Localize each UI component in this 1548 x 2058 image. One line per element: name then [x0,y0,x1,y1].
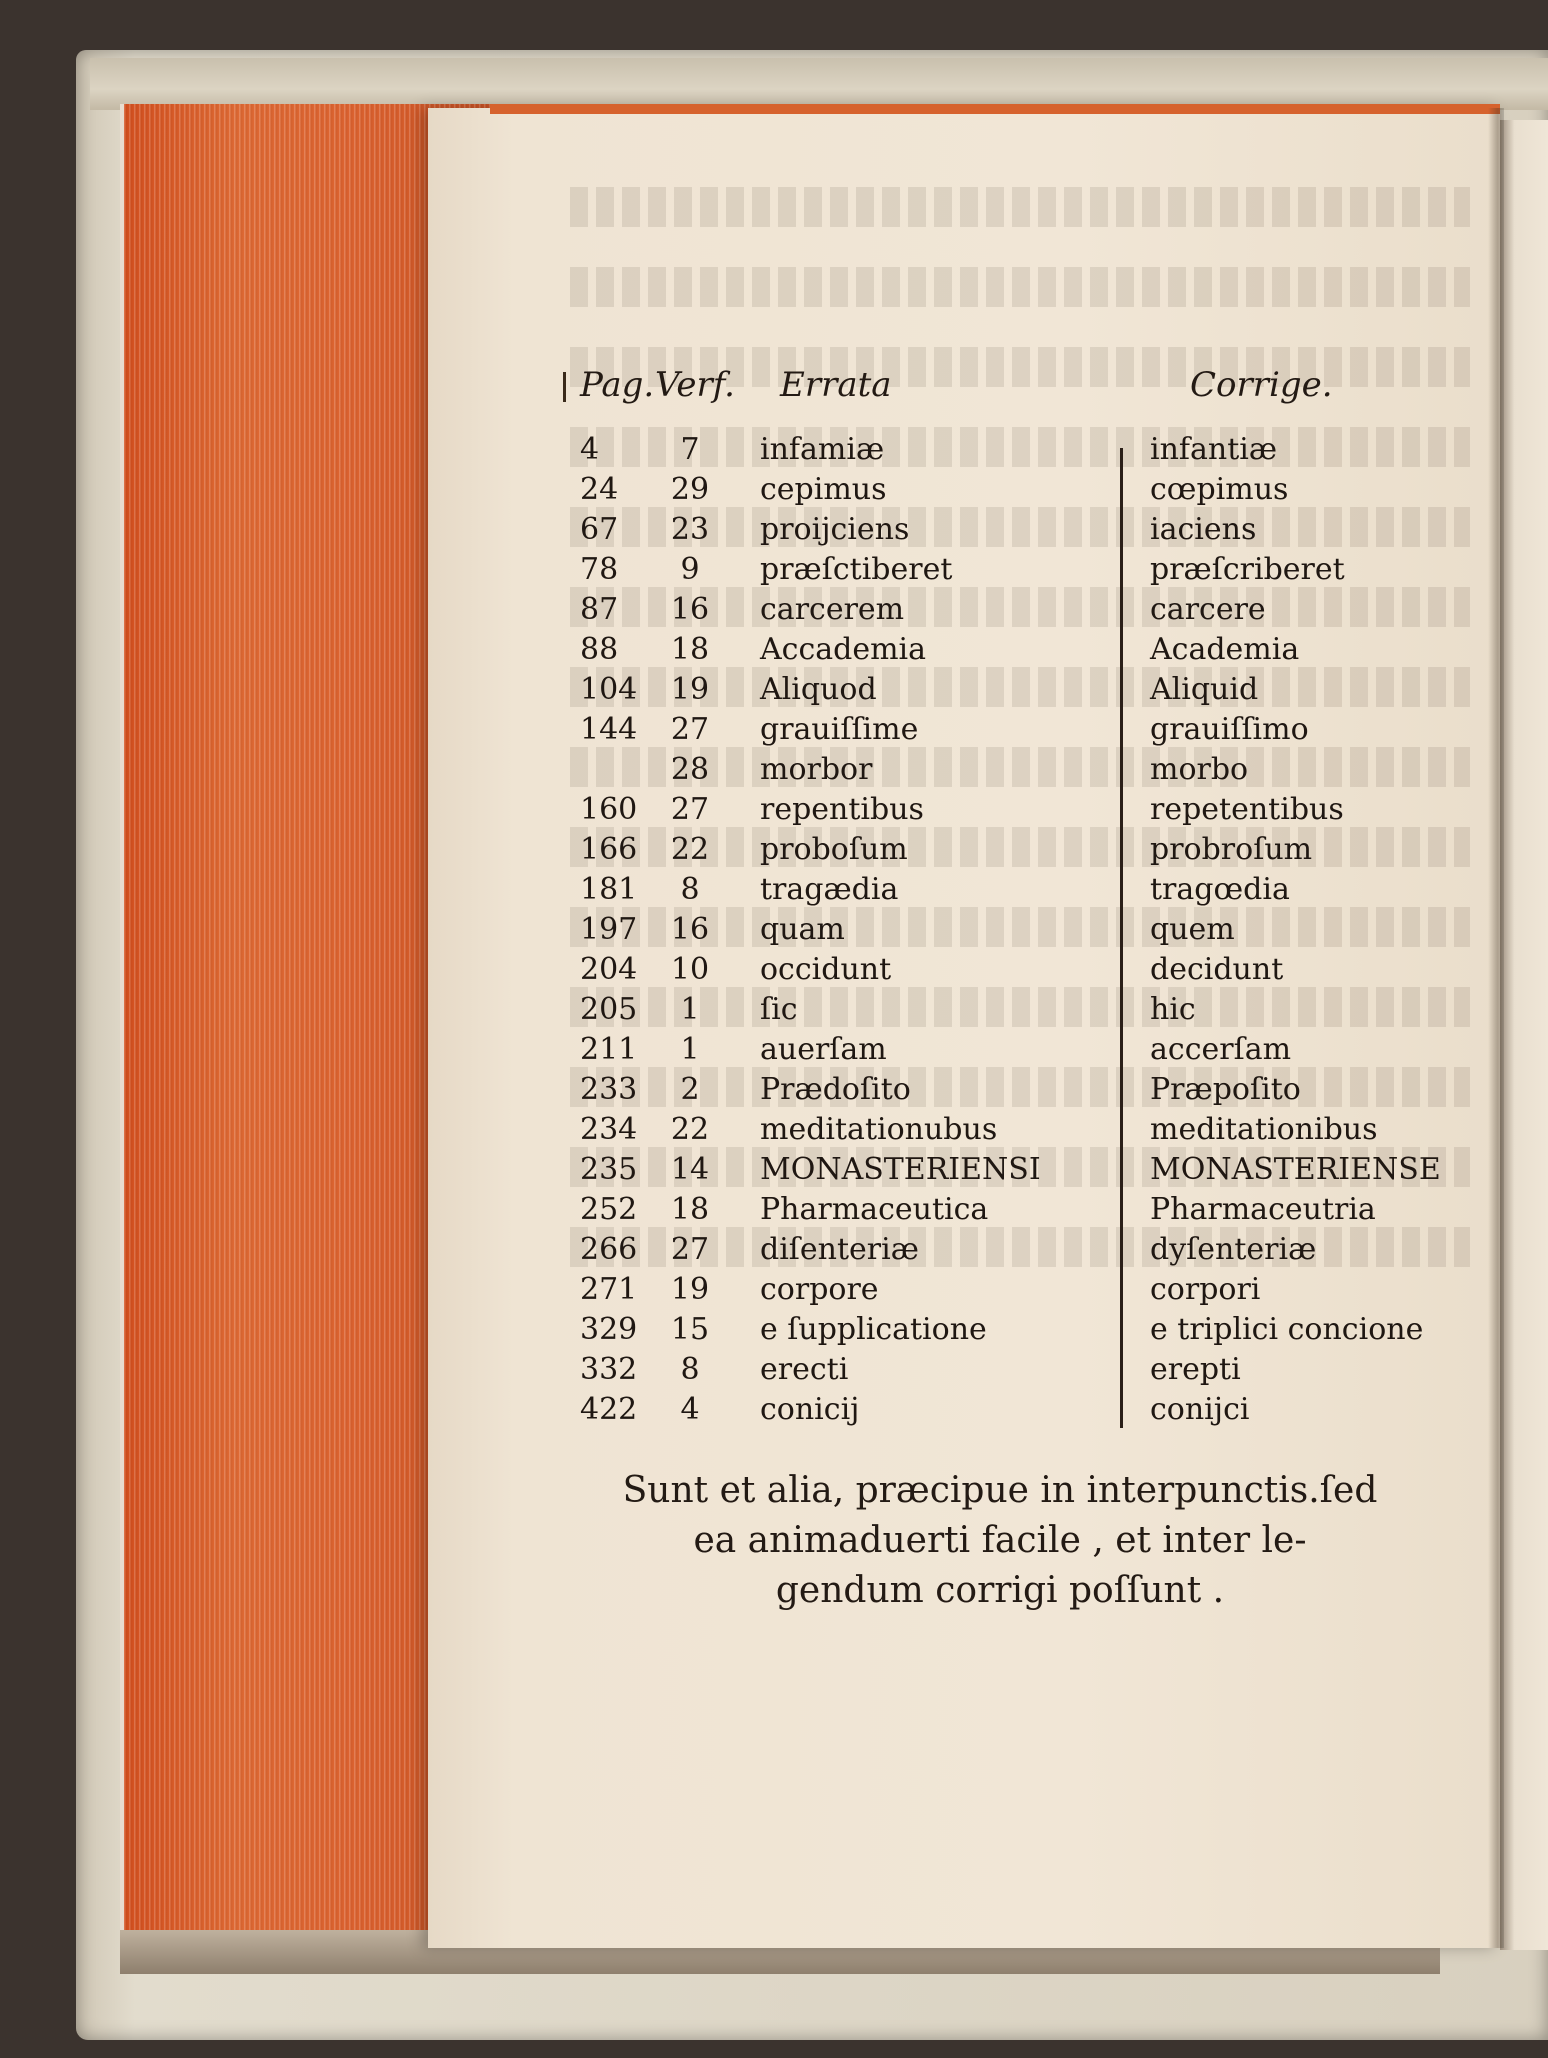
verse-number: 19 [670,672,710,707]
table-row [0,510,1548,550]
table-row [0,1270,1548,1310]
corrige-word: tragœdia [1150,872,1290,907]
table-row [0,750,1548,790]
table-row [0,710,1548,750]
note-line-2: ea animaduerti facile , et inter le- [693,1520,1307,1561]
page-number: 166 [580,832,638,867]
corrige-word: Aliquid [1150,672,1259,707]
verse-number: 27 [670,792,710,827]
corrige-word: cœpimus [1150,472,1289,507]
errata-word: proijciens [760,512,910,547]
errata-word: occidunt [760,952,892,987]
errata-word: corpore [760,1272,879,1307]
page-number: 4 [580,432,600,467]
errata-word: infamiæ [760,432,885,467]
table-row [0,870,1548,910]
closing-note [560,1466,1440,1616]
verse-number: 1 [680,992,700,1027]
verse-number: 8 [680,872,700,907]
page-number: 160 [580,792,638,827]
corrige-word: accerſam [1150,1032,1292,1067]
verse-number: 9 [680,552,700,587]
verse-number: 7 [680,432,700,467]
errata-word: erecti [760,1352,849,1387]
page-number: 271 [580,1272,638,1307]
verse-number: 29 [670,472,710,507]
verse-number: 8 [680,1352,700,1387]
page-number: 235 [580,1152,638,1187]
verse-number: 15 [670,1312,710,1347]
corrige-word: probroſum [1150,832,1313,867]
table-row [0,1390,1548,1430]
page-number: 87 [580,592,619,627]
table-row [0,550,1548,590]
table-row [0,830,1548,870]
page-number: 24 [580,472,619,507]
corrige-word: hic [1150,992,1196,1027]
page-number: 104 [580,672,638,707]
table-row [0,1070,1548,1110]
errata-word: carcerem [760,592,905,627]
corrige-word: infantiæ [1150,432,1278,467]
errata-word: Prædoſito [760,1072,911,1107]
errata-word: diſenteriæ [760,1232,919,1267]
table-row [0,1350,1548,1390]
table-row [0,430,1548,470]
page-number: 78 [580,552,619,587]
corrige-word: iaciens [1150,512,1257,547]
verse-number: 4 [680,1392,700,1427]
table-row [0,1110,1548,1150]
errata-word: tragædia [760,872,899,907]
verse-number: 2 [680,1072,700,1107]
errata-word: Accademia [760,632,927,667]
note-line-1: Sunt et alia, præcipue in interpunctis.ſed [622,1470,1378,1511]
corrige-word: grauiſſimo [1150,712,1309,747]
page-number: 211 [580,1032,638,1067]
errata-word: conicij [760,1392,860,1427]
corrige-word: MONASTERIENSE [1150,1152,1441,1187]
verse-number: 27 [670,712,710,747]
errata-word: morbor [760,752,873,787]
table-row [0,1190,1548,1230]
errata-word: Aliquod [760,672,877,707]
corrige-word: dyſenteriæ [1150,1232,1317,1267]
verse-number: 16 [670,592,710,627]
corrige-word: repetentibus [1150,792,1344,827]
corrige-word: quem [1150,912,1235,947]
corrige-word: Pharmaceutria [1150,1192,1376,1227]
table-row [0,910,1548,950]
table-row [0,670,1548,710]
table-row [0,1030,1548,1070]
verse-number: 23 [670,512,710,547]
table-row [0,1310,1548,1350]
table-row [0,1230,1548,1270]
page-number: 181 [580,872,638,907]
page-number: 205 [580,992,638,1027]
header-corrige: Corrige. [1190,365,1333,405]
table-row [0,790,1548,830]
page-number: 266 [580,1232,638,1267]
corrige-word: conijci [1150,1392,1250,1427]
verse-number: 22 [670,832,710,867]
verse-number: 18 [670,632,710,667]
errata-word: e ſupplicatione [760,1312,987,1347]
verse-number: 27 [670,1232,710,1267]
corrige-word: meditationibus [1150,1112,1378,1147]
errata-word: quam [760,912,845,947]
errata-word: ſic [760,992,798,1027]
note-line-3: gendum corrigi poſſunt . [775,1570,1225,1611]
header-errata: Errata [780,365,892,405]
errata-word: auerſam [760,1032,887,1067]
verse-number: 14 [670,1152,710,1187]
verse-number: 1 [680,1032,700,1067]
verse-number: 16 [670,912,710,947]
corrige-word: erepti [1150,1352,1241,1387]
verse-number: 10 [670,952,710,987]
corrige-word: e triplici concione [1150,1312,1424,1347]
page-number: 234 [580,1112,638,1147]
corrige-word: corpori [1150,1272,1261,1307]
corrige-word: decidunt [1150,952,1284,987]
page-number: 88 [580,632,619,667]
verse-number: 28 [670,752,710,787]
errata-word: proboſum [760,832,908,867]
table-row [0,470,1548,510]
verse-number: 18 [670,1192,710,1227]
table-row [0,990,1548,1030]
verse-number: 22 [670,1112,710,1147]
page-number: 332 [580,1352,638,1387]
table-row [0,630,1548,670]
corrige-word: Academia [1150,632,1300,667]
verse-number: 19 [670,1272,710,1307]
table-row [0,950,1548,990]
table-row [0,1150,1548,1190]
errata-word: grauiſſime [760,712,919,747]
page-number: 204 [580,952,638,987]
errata-word: cepimus [760,472,887,507]
errata-word: MONASTERIENSI [760,1152,1041,1187]
corrige-word: Præpoſito [1150,1072,1301,1107]
page-number: 144 [580,712,638,747]
page-number: 67 [580,512,619,547]
errata-word: repentibus [760,792,924,827]
errata-word: præſctiberet [760,552,953,587]
corrige-word: carcere [1150,592,1266,627]
corrige-word: morbo [1150,752,1249,787]
errata-word: Pharmaceutica [760,1192,989,1227]
page-number: 422 [580,1392,638,1427]
header-page: Pag. [580,365,655,405]
page-number: 197 [580,912,638,947]
page-number: 252 [580,1192,638,1227]
errata-word: meditationubus [760,1112,998,1147]
page-number: 233 [580,1072,638,1107]
margin-mark [563,372,566,402]
header-verse: Verf. [655,365,735,405]
table-row [0,590,1548,630]
corrige-word: præſcriberet [1150,552,1345,587]
page-number: 329 [580,1312,638,1347]
